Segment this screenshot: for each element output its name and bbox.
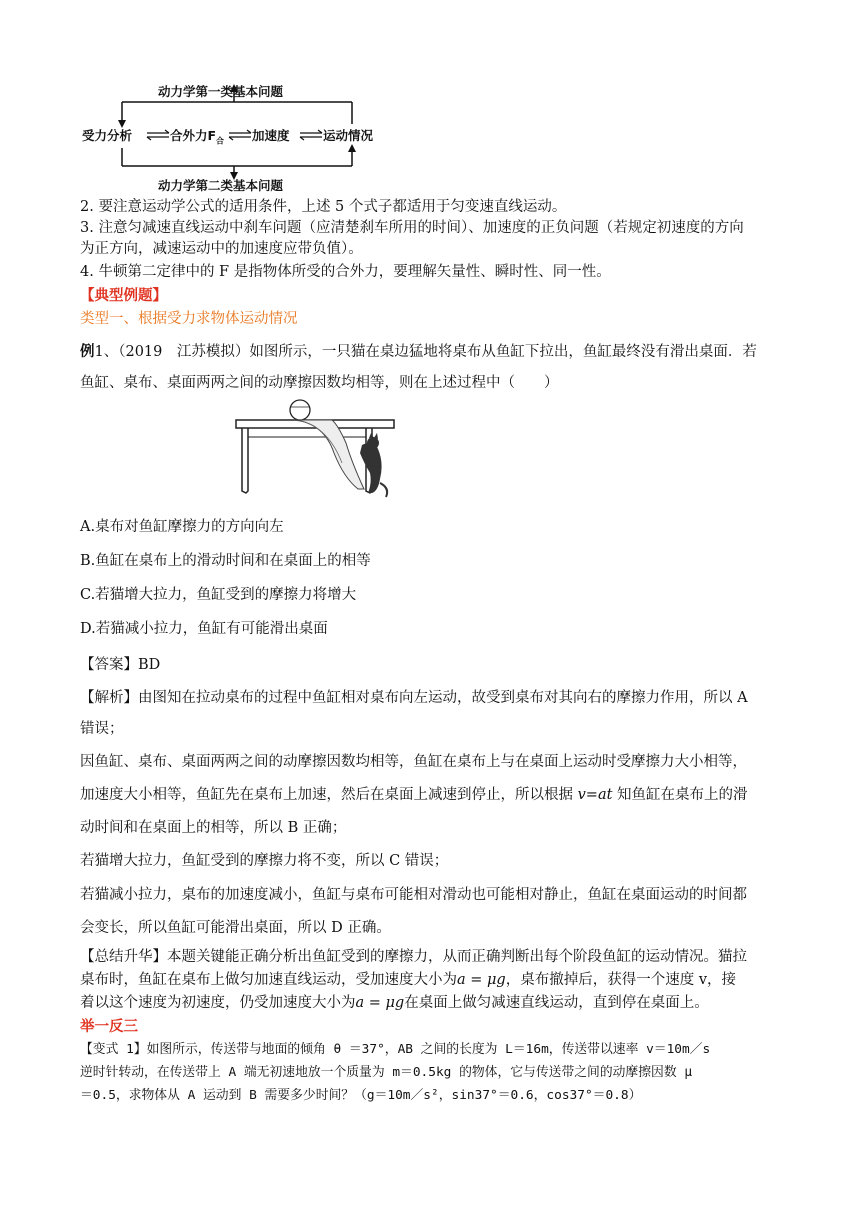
note-2: 2. 要注意运动学公式的适用条件，上述 5 个式子都适用于匀变速直线运动。 — [80, 199, 567, 215]
formula-a-mu-g-2: a = μg — [355, 995, 405, 1011]
analysis-line6: 若猫增大拉力，鱼缸受到的摩擦力将不变，所以 C 错误； — [80, 853, 449, 869]
summary-line1: 【总结升华】本题关键能正确分析出鱼缸受到的摩擦力，从而正确判断出每个阶段鱼缸的运动情况。猫拉 — [80, 949, 747, 965]
diagram-bottom-label: 动力学第二类基本问题 — [158, 178, 284, 193]
summary-line2: 桌布时，鱼缸在桌布上做匀加速直线运动，受加速度大小为a = μg，桌布撤掉后，获得一个速度 v，接 — [80, 972, 737, 988]
section-title: 【典型例题】 — [80, 287, 167, 304]
analysis-line8: 会变长，所以鱼缸可能滑出桌面，所以 D 正确。 — [80, 920, 391, 936]
diagram-node-acceleration: 加速度 — [252, 128, 290, 143]
diagram-node-motion: 运动情况 — [323, 128, 374, 143]
analysis-line3: 因鱼缸、桌布、桌面两两之间的动摩擦因数均相等，鱼缸在桌布上与在桌面上运动时受摩擦力大小相等， — [80, 754, 747, 770]
summary-line3: 着以这个速度为初速度，仍受加速度大小为a = μg在桌面上做匀减速直线运动，直到停在桌面上。 — [80, 995, 709, 1011]
diagram-top-label: 动力学第一类基本问题 — [158, 84, 284, 99]
note-3-line1: 3. 注意匀减速直线运动中刹车问题（应清楚刹车所用的时间）、加速度的正负问题（若规定初速度的方向 — [80, 220, 744, 236]
variant-line1: 【变式 1】如图所示，传送带与地面的倾角 θ ＝37°，AB 之间的长度为 L＝16m，传送带以速率 v＝10m／s — [80, 1042, 711, 1057]
formula-a-mu-g: a = μg — [457, 972, 506, 988]
option-d: D.若猫减小拉力，鱼缸有可能滑出桌面 — [80, 621, 328, 637]
analysis-line2: 错误； — [80, 721, 124, 737]
variant-line3: ＝0.5，求物体从 A 运动到 B 需要多少时间？（g＝10m／s²，sin37°＝0.6，cos37°＝0.8） — [80, 1088, 642, 1103]
analysis-line1: 【解析】由图知在拉动桌布的过程中鱼缸相对桌布向左运动，故受到桌布对其向右的摩擦力作用，所以 A — [80, 690, 748, 706]
example-line1: 例1、（2019 江苏模拟）如图所示，一只猫在桌边猛地将桌布从鱼缸下拉出，鱼缸最终没有滑出桌面．若 — [80, 343, 757, 360]
example-label: 例 — [80, 343, 95, 360]
example-line2: 鱼缸、桌布、桌面两两之间的动摩擦因数均相等，则在上述过程中（ ） — [80, 375, 559, 391]
note-3-line2: 为正方向，减速运动中的加速度应带负值）。 — [80, 241, 363, 257]
variant-line2: 逆时针转动，在传送带上 A 端无初速地放一个质量为 m＝0.5kg 的物体，它与传送带之间的动摩擦因数 μ — [80, 1065, 693, 1080]
analysis-line5: 动时间和在桌面上的相等，所以 B 正确； — [80, 820, 347, 836]
table-cat-figure — [234, 393, 404, 499]
analysis-line4: 加速度大小相等，鱼缸先在桌布上加速，然后在桌面上减速到停止，所以根据 v=at 知鱼缸在桌布上的滑 — [80, 787, 748, 803]
note-4: 4. 牛顿第二定律中的 F 是指物体所受的合外力，要理解矢量性、瞬时性、同一性。 — [80, 264, 611, 280]
dynamics-diagram — [82, 80, 402, 192]
option-b: B.鱼缸在桌布上的滑动时间和在桌面上的相等 — [80, 553, 371, 569]
option-c: C.若猫增大拉力，鱼缸受到的摩擦力将增大 — [80, 587, 357, 603]
answer: 【答案】BD — [80, 657, 161, 673]
analysis-line7: 若猫减小拉力，桌布的加速度减小，鱼缸与桌布可能相对滑动也可能相对静止，鱼缸在桌面运动的时间都 — [80, 887, 747, 903]
option-a: A.桌布对鱼缸摩擦力的方向向左 — [80, 519, 284, 535]
diagram-node-force-analysis: 受力分析 — [82, 128, 133, 143]
type-title: 类型一、根据受力求物体运动情况 — [80, 311, 298, 327]
variant-title: 举一反三 — [80, 1018, 138, 1035]
diagram-node-net-force: 合外力$F_合$ — [170, 128, 225, 146]
